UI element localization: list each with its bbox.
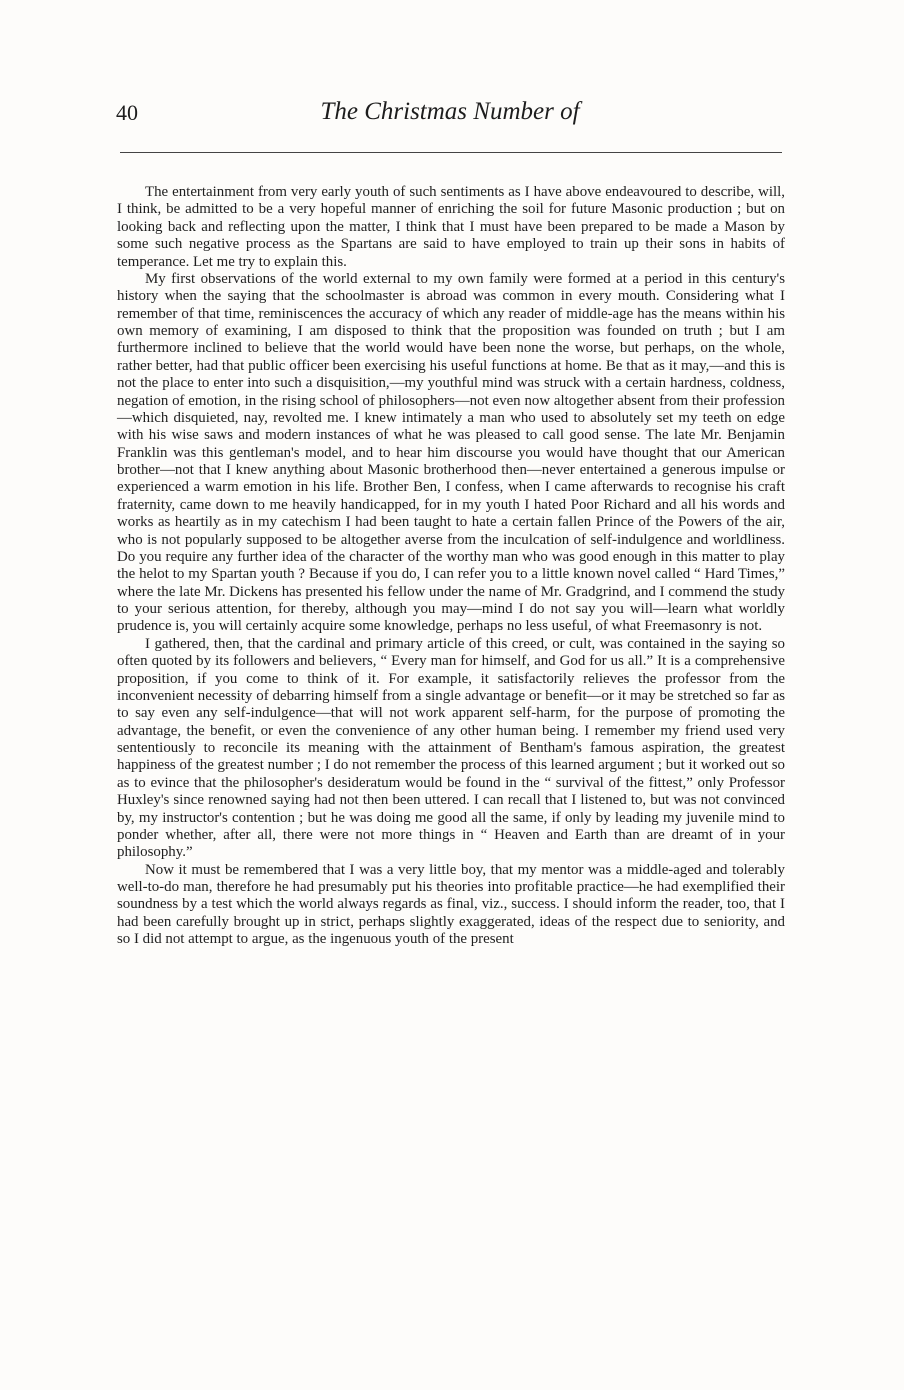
paragraph-1: The entertainment from very early youth of such sentiments as I have above endeavoured to describe, will, I think, be admitted to be a very hopeful manner of enriching the soil for future Masonic production ; but on looking back and reflecting upon the matter, I think that I must have been prepared to be made a Mason by some such negative process as the Spartans are said to have employed to train up their sons in habits of temperance. Let me try to explain this. (117, 184, 785, 270)
article-body (117, 184, 785, 949)
header-rule (120, 152, 782, 153)
paragraph-3: I gathered, then, that the cardinal and primary article of this creed, or cult, was contained in the saying so often quoted by its followers and believers, “ Every man for himself, and God for us all.” It is a comprehensive proposition, if you come to think of it. For example, it satisfactorily relieves the professor from the inconvenient necessity of debarring himself from a single advantage or benefit—or it may be stretched so far as to say even any self-indulgence—that will not work apparent self-harm, for the purpose of promoting the advantage, the benefit, or even the convenience of any other human being. I remember my friend used very sententiously to reconcile its meaning with the attainment of Bentham's famous aspiration, the greatest happiness of the greatest number ; I do not remember the process of this learned argument ; but it worked out so as to evince that the philosopher's desideratum would be found in the “ survival of the fittest,” only Professor Huxley's since renowned saying had not then been uttered. I can recall that I listened to, but was not convinced by, my instructor's contention ; but he was doing me good all the same, if only by leading my juvenile mind to ponder whether, after all, there were not more things in “ Heaven and Earth than are dreamt of in your philosophy.” (117, 635, 785, 861)
page-header (116, 96, 784, 136)
paragraph-2: My first observations of the world external to my own family were formed at a period in this century's history when the saying that the schoolmaster is abroad was common in every mouth. Considering what I remember of that time, reminiscences the accuracy of which any reader of middle-age has the means within his own memory of examining, I am disposed to think that the proposition was founded on truth ; but I am furthermore inclined to believe that the world would have been none the worse, but perhaps, on the whole, rather better, had that public officer been exercising his useful functions at home. Be that as it may,—and this is not the place to enter into such a disquisition,—my youthful mind was struck with a certain hardness, coldness, negation of emotion, in the rising school of philosophers—not even now altogether absent from their profession—which disquieted, nay, revolted me. I knew intimately a man who used to absolutely set my teeth on edge with his wise saws and modern instances of what he was pleased to call good sense. The late Mr. Benjamin Franklin was this gentleman's model, and to hear him discourse you would have thought that our American brother—not that I knew anything about Masonic brotherhood then—never entertained a generous impulse or experienced a warm emotion in his life. Brother Ben, I confess, when I came afterwards to recognise his craft fraternity, came down to me heavily handicapped, for in my youth I hated Poor Richard and all his words and works as heartily as in my catechism I had been taught to hate a certain fallen Prince of the Powers of the air, who is not popularly supposed to be altogether averse from the inculcation of self-indulgence and worldliness. Do you require any further idea of the character of the worthy man who was good enough in this matter to play the helot to my Spartan youth ? Because if you do, I can refer you to a little known novel called “ Hard Times,” where the late Mr. Dickens has presented his fellow under the name of Mr. Gradgrind, and I commend the study to your serious attention, for thereby, although you may—mind I do not say you will—learn what worldly prudence is, you will certainly acquire some knowledge, perhaps no less useful, of what Freemasonry is not. (117, 270, 785, 635)
running-title: The Christmas Number of (320, 98, 580, 125)
page-number: 40 (116, 100, 138, 125)
paragraph-4: Now it must be remembered that I was a very little boy, that my mentor was a middle-aged and tolerably well-to-do man, therefore he had presumably put his theories into profitable practice—he had exemplified their soundness by a test which the world always regards as final, viz., success. I should inform the reader, too, that I had been carefully brought up in strict, perhaps slightly exaggerated, ideas of the respect due to seniority, and so I did not attempt to argue, as the ingenuous youth of the present (117, 861, 785, 948)
